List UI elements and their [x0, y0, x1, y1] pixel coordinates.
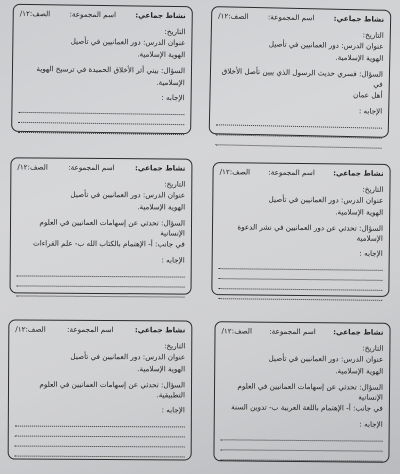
answer-line[interactable]	[215, 135, 381, 148]
answer-label: الإجابه :	[359, 248, 383, 259]
question-text: السؤال: تحدثي عن دور العمانيين في نشر الدعوة الإسلامية	[237, 222, 384, 243]
answer-label: الإجابه :	[359, 419, 383, 429]
class-label: الصف:١٢/	[221, 326, 253, 336]
card-header	[15, 325, 185, 336]
activity-card	[11, 4, 193, 135]
date-label: التاريخ:	[362, 30, 384, 40]
class-label: الصف:١٢/	[15, 324, 46, 334]
card-header	[20, 9, 186, 21]
answer-line[interactable]	[220, 450, 382, 461]
group-name-label: اسم المجموعة:	[267, 12, 315, 23]
question-text-cont: في جانب: أ- الإهتمام باللغة العربية ب- تدوين السنة	[231, 402, 383, 414]
activity-card	[213, 321, 390, 463]
answer-label: الإجابه :	[358, 106, 383, 116]
activity-card	[8, 320, 193, 461]
lesson-title-cont: الهوية الإسلامية.	[335, 207, 384, 218]
lesson-title: عنوان الدرس: دور العمانيين في تأصيل	[70, 36, 186, 48]
answer-line[interactable]	[18, 123, 184, 135]
activity-label: نشاط جماعي:	[135, 10, 186, 21]
group-name-label: اسم المجموعة:	[268, 167, 315, 178]
question-text-cont: الإسلامية.	[156, 77, 185, 87]
date-label: التاريخ:	[362, 343, 384, 353]
lesson-title-cont: الهوية الإسلامية.	[335, 52, 384, 63]
activity-label: نشاط جماعي:	[333, 327, 384, 337]
question-text: السؤال: بيني أثر الأخلاق الحميدة في ترسيخ الهوية	[36, 63, 186, 76]
class-label: الصف:١٢/	[219, 167, 251, 177]
card-header	[221, 326, 383, 337]
question-text: السؤال: فسري حديث الرسول الذي يبين تأصل الأخلاق في	[221, 66, 384, 89]
card-header	[220, 167, 384, 178]
group-name-label: اسم المجموعة:	[68, 162, 115, 173]
card-header	[17, 162, 185, 173]
lesson-title: عنوان الدرس: دور العمانيين في تأصيل	[70, 352, 186, 362]
class-label: الصف:١٢/	[17, 162, 48, 172]
group-name-label: اسم المجموعة:	[269, 326, 316, 337]
question-text: السؤال: تحدثي عن إسهامات العمانيين في العلوم الإنسانية	[39, 217, 186, 238]
answer-label: الإجابه :	[161, 405, 185, 415]
date-label: التاريخ:	[164, 26, 186, 36]
activity-label: نشاط جماعي:	[134, 325, 186, 335]
date-label: التاريخ:	[164, 179, 186, 189]
answer-label: الإجابه :	[161, 93, 185, 103]
lesson-title: عنوان الدرس: دور العمانيين في تأصيل	[70, 190, 186, 201]
group-name-label: اسم المجموعة:	[67, 324, 114, 335]
lesson-title: عنوان الدرس: دور العمانيين في تأصيل	[268, 195, 384, 206]
date-label: التاريخ:	[362, 184, 384, 194]
question-text: السؤال: تحدثي عن إسهامات العمانيين في العلوم الإنسانية	[237, 381, 384, 402]
answer-line[interactable]	[15, 447, 185, 458]
answer-line[interactable]	[218, 289, 382, 301]
class-label: الصف:١٢/	[218, 11, 249, 21]
question-text-cont: في جانب: أ- الإهتمام بالكتاب الله ب- علم القراءات	[32, 238, 185, 249]
lesson-title-cont: الهوية الإسلامية.	[137, 202, 186, 212]
answer-label: الإجابه :	[161, 255, 185, 265]
class-label: الصف:١٢/	[19, 8, 51, 19]
activity-card	[10, 157, 193, 294]
activity-label: نشاط جماعي:	[134, 163, 186, 173]
activity-label: نشاط جماعي:	[333, 168, 384, 178]
question-text-cont: أهل عمان	[352, 90, 383, 101]
lesson-title-cont: الهوية الإسلامية.	[137, 364, 186, 374]
answer-line[interactable]	[17, 286, 185, 297]
lesson-title-cont: الهوية الإسلامية.	[335, 366, 384, 376]
group-name-label: اسم المجموعة:	[69, 9, 117, 20]
activity-card	[211, 162, 390, 297]
card-header	[218, 11, 384, 24]
lesson-title-cont: الهوية الإسلامية.	[137, 49, 186, 60]
activity-card	[209, 6, 392, 138]
lesson-title: عنوان الدرس: دور العمانيين في تأصيل	[268, 354, 384, 365]
date-label: التاريخ:	[164, 341, 186, 351]
lesson-title: عنوان الدرس: دور العمانيين في تأصيل	[268, 39, 384, 52]
activity-label: نشاط جماعي:	[333, 13, 385, 24]
question-text: السؤال: تحدثي عن إسهامات العمانيين في العلوم التطبيقية.	[39, 379, 186, 400]
